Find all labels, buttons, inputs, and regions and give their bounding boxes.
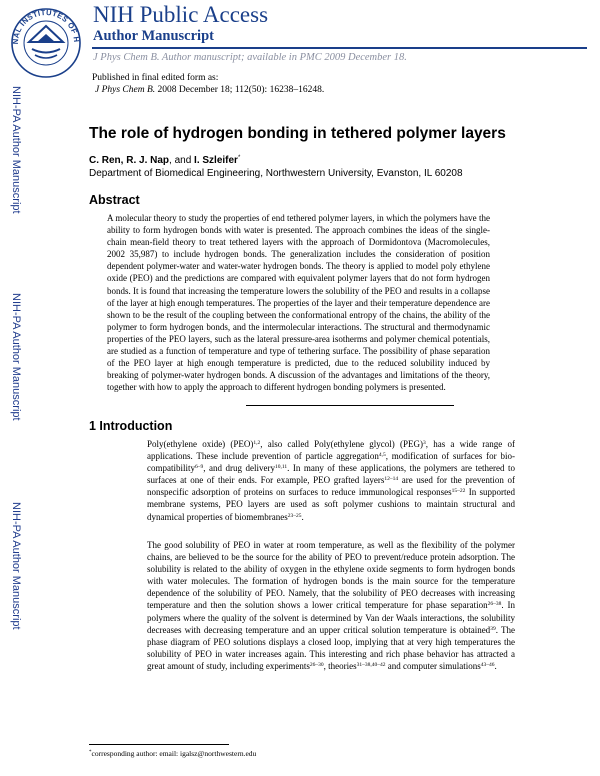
text-run: , and drug delivery bbox=[203, 463, 275, 474]
citation-ref: 1,2 bbox=[253, 440, 261, 446]
text-run: , modification of surfaces for bio-compatibility bbox=[147, 451, 515, 474]
citation-ref: 31–38,40–42 bbox=[356, 661, 386, 668]
text-run: . bbox=[301, 511, 304, 522]
text-run: and computer simulations bbox=[385, 660, 481, 671]
citation-ref: 39 bbox=[490, 625, 496, 632]
citation-ref: 26–30 bbox=[309, 661, 324, 668]
text-run: , has a wide range of applications. These include prevention of particle aggregation bbox=[147, 439, 515, 462]
side-banner-top: NIH-PA Author Manuscript bbox=[10, 86, 22, 214]
text-run: , theories bbox=[323, 660, 357, 671]
text-run: . The phase diagram of PEO solutions displays a closed loop, implying that at very high temperatures the solubility of PEO in water increases again. This interesting and rich phase behavior has attracted a great amount of study, including experiments bbox=[147, 624, 515, 671]
paper-title: The role of hydrogen bonding in tethered polymer layers bbox=[89, 125, 506, 142]
text-run: In supported membrane systems, PEO layers are used as soft polymer cushions to maintain structural and dynamical properties of biomembranes bbox=[147, 487, 516, 522]
author-manuscript-label: Author Manuscript bbox=[93, 28, 214, 44]
citation-ref: 3 bbox=[423, 440, 426, 446]
text-run: . In many of these applications, the polymers are tethered to surfaces at one of their ends. For example, PEO grafted layers bbox=[147, 463, 515, 486]
intro-paragraph-1 bbox=[147, 438, 515, 523]
header-divider bbox=[92, 47, 587, 49]
text-run: The good solubility of PEO in water at room temperature, as well as the flexibility of the polymer chains, are believed to be the source for the ability of PEO to prevent/reduce protein adsorption. The solubility is related to the ability of oxygen in the ethylene oxide segments to form hydrogen bonds with water molecules. The formation of hydrogen bonds is the main source for the temperature dependence of the solubility of PEO. Namely, that the solubility of PEO decreases with increasing temperature and then the solution shows a lower critical temperature for phase separation bbox=[147, 540, 515, 611]
text-run: . bbox=[494, 660, 497, 671]
footnote-divider bbox=[89, 744, 229, 745]
citation-ref: 12–14 bbox=[384, 476, 399, 483]
text-run: are used for the prevention of nonspecific adsorption of proteins on surfaces to reduce immunological responses bbox=[147, 475, 515, 498]
corresponding-mark: * bbox=[237, 155, 241, 161]
introduction-heading: 1 Introduction bbox=[89, 419, 173, 433]
published-label: Published in final edited form as: bbox=[92, 73, 219, 83]
abstract-divider bbox=[246, 405, 454, 406]
text-run: , also called Poly(ethylene glycol) (PEG) bbox=[260, 439, 423, 449]
text-run: . In polymers where the quality of the solvent is determined by Van der Waals interactions, the solubility decreases with decreasing temperature and an upper critical solution temperature is obtained bbox=[147, 600, 515, 635]
affiliation: Department of Biomedical Engineering, Northwestern University, Evanston, IL 60208 bbox=[89, 168, 463, 179]
footnote: *corresponding author: email: igalsz@northwestern.edu bbox=[89, 749, 257, 758]
citation-ref: 26–38 bbox=[487, 601, 502, 608]
citation-ref: 15–22 bbox=[451, 488, 466, 495]
nih-seal-logo bbox=[7, 4, 85, 78]
citation-ref: 23–25 bbox=[287, 512, 302, 519]
citation-ref: 43–46 bbox=[480, 661, 495, 668]
text-run: Poly(ethylene oxide) (PEO) bbox=[147, 439, 254, 449]
svg-text:NATIONAL INSTITUTES OF HEALTH: NAL INSTITUTES OF H bbox=[10, 7, 82, 45]
intro-paragraph-2 bbox=[147, 539, 515, 672]
nih-public-access-title: NIH Public Access bbox=[93, 2, 269, 27]
citation-ref: 4,5 bbox=[378, 452, 386, 459]
citation-ref: 6–9 bbox=[195, 464, 204, 471]
author-list: C. Ren, R. J. Nap, and I. Szleifer* bbox=[89, 155, 241, 166]
citation-line: J Phys Chem B. 2008 December 18; 112(50): 16238–16248. bbox=[95, 85, 325, 95]
side-banner-middle: NIH-PA Author Manuscript bbox=[10, 293, 22, 421]
side-banner-bottom: NIH-PA Author Manuscript bbox=[10, 502, 22, 630]
abstract-heading: Abstract bbox=[89, 193, 140, 207]
citation-ref: 10,11 bbox=[274, 464, 288, 471]
journal-availability-line: J Phys Chem B. Author manuscript; available in PMC 2009 December 18. bbox=[93, 52, 407, 63]
abstract-body: A molecular theory to study the properties of end tethered polymer layers, in which the polymers have the ability to form hydrogen bonds with water is presented. The approach combines the ideas of the single-chain mean-field theory to treat tethered layers with the approach of Dormidontova (Macromolecules, 2002 35,987) to include hydrogen bonds. The generalization includes the consideration of position dependent polymer-water and water-water hydrogen bonds. The theory is applied to model poly ethylene oxide (PEO) and the predictions are compared with equivalent polymer layers that do not form hydrogen bonds. It is found that increasing the temperature lowers the solubility of the PEO and results in a collapse of the layer at high enough temperatures. The properties of the layer and their temperature dependence are shown to be the result of the coupling between the conformational entropy of the chains, the ability of the polymer to form hydrogen bonds, and the intermolecular interactions. The structural and thermodynamic properties of the PEO layers, such as the lateral pressure-area isotherms and polymer chemical potentials, are studied as a function of temperature and type of tethering surface. The possibility of phase separation of the PEO layer at high enough temperature is predicted, due to the reduced solubility induced by breaking of polymer-water hydrogen bonds. A discussion of the advantages and limitations of the theory, together with how to apply the approach to different hydrogen bonding polymers is presented. bbox=[107, 213, 490, 393]
